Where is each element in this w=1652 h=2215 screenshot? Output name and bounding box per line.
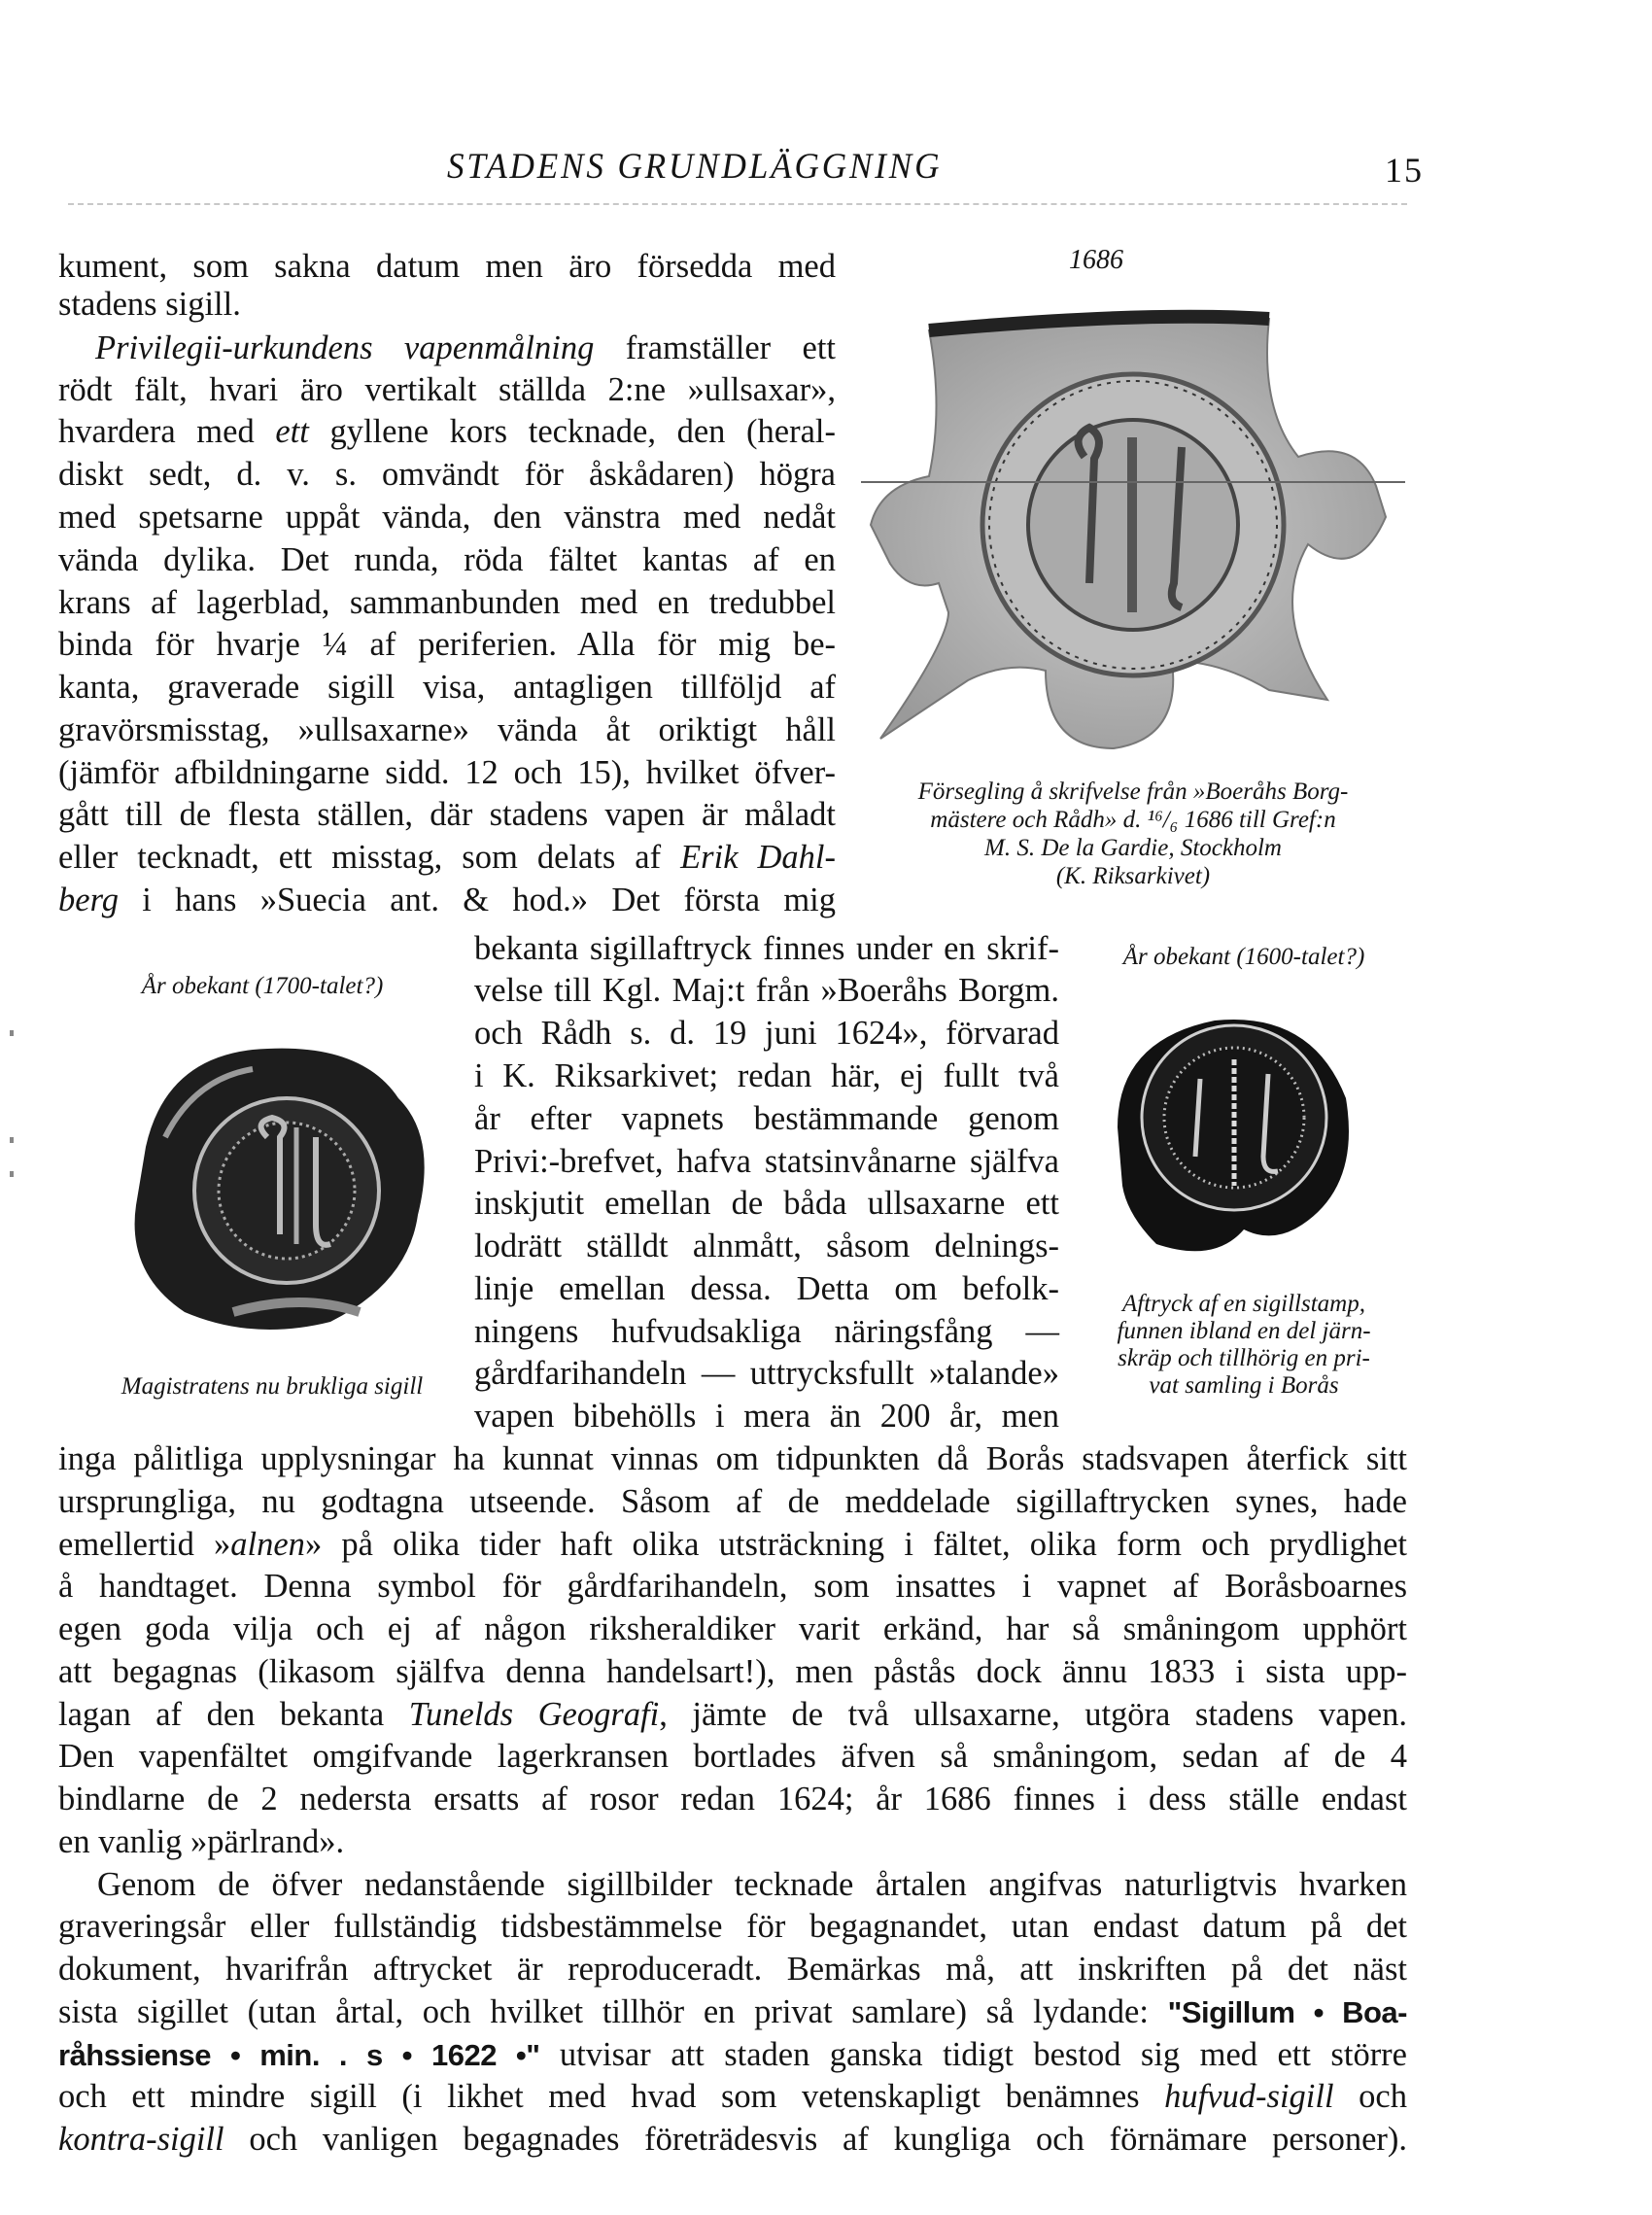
- text-span: sista sigillet (utan årtal, och hvilket tillhör en privat samlare) så lydande:: [58, 1993, 1168, 2030]
- text-span: och: [1333, 2078, 1407, 2115]
- text-line: ningens hufvudsakliga näringsfång —: [474, 1313, 1059, 1350]
- text-line: kument, som sakna datum men äro försedda med: [58, 248, 836, 285]
- text-line: [58, 2122, 1407, 2158]
- dark-wax-seal-icon: [1098, 1001, 1360, 1263]
- text-line: graveringsår eller fullständig tidsbestämmelse för begagnandet, utan endast datum på det: [58, 1908, 1407, 1945]
- wax-seal-on-paper-icon: [851, 292, 1415, 758]
- text-line: binda för hvarje ¼ af periferien. Alla för mig be-: [58, 626, 836, 663]
- text-line: gått till de flesta ställen, där stadens vapen är måladt: [58, 796, 836, 833]
- scan-speck: [10, 1171, 14, 1177]
- figure-1686-caption-line: mästere och Rådh» d. ¹⁶/₆ 1686 till Gref:n: [930, 807, 1336, 833]
- running-header: [0, 146, 1652, 204]
- text-span: eller tecknadt, ett misstag, som delats af: [58, 839, 681, 876]
- running-title: STADENS GRUNDLÄGGNING: [447, 147, 943, 187]
- text-line: att begagnas (likasom själfva denna handelsart!), men påstås dock ännu 1833 i sista upp-: [58, 1653, 1407, 1690]
- text-line: vapen bibehölls i mera än 200 år, men: [474, 1398, 1059, 1435]
- text-span: i hans »Suecia ant. & hod.» Det första mig: [118, 882, 836, 918]
- figure-1686-caption-line: Försegling å skrifvelse från »Boeråhs Borg-: [917, 779, 1349, 805]
- text-span: och ett mindre sigill (i likhet med hvad som vetenskapligt benämnes: [58, 2078, 1165, 2115]
- text-line: Privi:-brefvet, hafva statsinvånarne själfva: [474, 1143, 1059, 1180]
- text-span: och vanligen begagnades företrädesvis af kungliga och förnämare personer).: [224, 2121, 1407, 2158]
- page-number: 15: [1385, 151, 1424, 190]
- text-span: utvisar att staden ganska tidigt bestod sig med ett större: [539, 2036, 1407, 2073]
- text-line: [58, 840, 836, 876]
- text-line: krans af lagerblad, sammanbunden med en tredubbel: [58, 584, 836, 621]
- text-line: [95, 330, 836, 366]
- italic-term: hufvud-sigill: [1164, 2078, 1334, 2115]
- figure-1600-caption-line: Aftryck af en sigillstamp,: [1122, 1291, 1365, 1317]
- text-line: bindlarne de 2 nedersta ersatts af rosor redan 1624; år 1686 finnes i dess ställe endast: [58, 1781, 1407, 1817]
- text-line: inskjutit emellan de båda ullsaxarne ett: [474, 1185, 1059, 1222]
- scan-speck: [10, 1137, 14, 1143]
- text-line: (jämför afbildningarne sidd. 12 och 15), hvilket öfver-: [58, 754, 836, 791]
- figure-1600-year: År obekant (1600-talet?): [1122, 944, 1365, 970]
- text-line: inga pålitliga upplysningar ha kunnat vinnas om tidpunkten då Borås stadsvapen återfick sitt: [58, 1440, 1407, 1477]
- wax-seal-icon: [107, 1030, 437, 1341]
- seal-image-1700: [107, 1030, 437, 1341]
- text-line: rödt fält, hvari äro vertikalt ställda 2:ne »ullsaxar»,: [58, 371, 836, 408]
- text-span: gyllene kors tecknade, den (heral-: [308, 413, 836, 450]
- text-span: emellertid »: [58, 1526, 231, 1563]
- text-line: [58, 883, 836, 918]
- italic-term: Erik Dahl-: [680, 839, 836, 876]
- text-span: , jämte de två ullsaxarne, utgöra stadens vapen.: [659, 1696, 1407, 1733]
- text-line: linje emellan dessa. Detta om befolk-: [474, 1270, 1059, 1307]
- figure-1700-caption: Magistratens nu brukliga sigill: [120, 1373, 424, 1400]
- text-line: i K. Riksarkivet; redan här, ej fullt två: [474, 1057, 1059, 1094]
- text-line: diskt sedt, d. v. s. omvändt för åskådaren) högra: [58, 456, 836, 493]
- text-line: [58, 1527, 1407, 1563]
- figure-1700-year: År obekant (1700-talet?): [141, 973, 384, 999]
- figure-1686-caption-line: (K. Riksarkivet): [1055, 863, 1211, 889]
- text-line: vända dylika. Det runda, röda fältet kantas af en: [58, 541, 836, 578]
- text-line: [58, 1994, 1407, 2030]
- italic-term: Tunelds Geografi: [408, 1696, 660, 1733]
- seal-image-1686: [851, 292, 1415, 758]
- text-line: dokument, hvarifrån aftrycket är reproduceradt. Bemärkas må, att inskriften på det näst: [58, 1951, 1407, 1988]
- figure-1600-caption-line: vat samling i Borås: [1149, 1372, 1339, 1399]
- figure-1600-caption-line: funnen ibland en del järn-: [1117, 1318, 1371, 1344]
- text-line: kanta, graverade sigill visa, antagligen tillföljd af: [58, 669, 836, 706]
- italic-term: ett: [275, 413, 309, 450]
- italic-term: alnen: [230, 1526, 305, 1563]
- figure-1686-caption-line: M. S. De la Gardie, Stockholm: [984, 835, 1282, 861]
- text-line: gravörsmisstag, »ullsaxarne» vända åt oriktigt håll: [58, 711, 836, 748]
- text-line: [58, 2079, 1407, 2115]
- text-line: stadens sigill.: [58, 286, 241, 323]
- text-span: » på olika tider haft olika utsträckning i fältet, olika form och prydlighet: [304, 1526, 1407, 1563]
- text-line: egen goda vilja och ej af någon riksheraldiker varit erkänd, har så småningom upphört: [58, 1610, 1407, 1647]
- italic-term: Privilegii-urkundens vapenmålning: [95, 329, 595, 366]
- text-line: å handtaget. Denna symbol för gårdfarihandeln, som insattes i vapnet af Boråsboarnes: [58, 1568, 1407, 1605]
- text-span: hvardera med: [58, 413, 276, 450]
- text-line: velse till Kgl. Maj:t från »Boeråhs Borgm.: [474, 972, 1059, 1009]
- text-line: gårdfarihandeln — uttrycksfullt »talande»: [474, 1355, 1059, 1392]
- seal-inscription: råhssiense • min. . s • 1622 •": [58, 2038, 540, 2072]
- text-line: bekanta sigillaftryck finnes under en skrif-: [474, 930, 1059, 967]
- text-span: framställer ett: [594, 329, 837, 366]
- text-line: Den vapenfältet omgifvande lagerkransen bortlades äfven så småningom, sedan af de 4: [58, 1738, 1407, 1775]
- text-line: med spetsarne uppåt vända, den vänstra med nedåt: [58, 499, 836, 536]
- text-line: [58, 414, 836, 450]
- text-line: [58, 2037, 1407, 2073]
- italic-term: kontra-sigill: [58, 2121, 224, 2158]
- text-line: [58, 1697, 1407, 1733]
- text-line: lodrätt ställdt alnmått, såsom delnings-: [474, 1228, 1059, 1264]
- seal-inscription: "Sigillum • Boa-: [1167, 1995, 1407, 2029]
- text-line: ursprungliga, nu godtagna utseende. Såsom af de meddelade sigillaftrycken synes, hade: [58, 1483, 1407, 1520]
- text-line: Genom de öfver nedanstående sigillbilder tecknade årtalen angifvas naturligtvis hvarken: [97, 1866, 1407, 1903]
- text-line: och Rådh s. d. 19 juni 1624», förvarad: [474, 1015, 1059, 1052]
- header-rule: [68, 203, 1407, 205]
- figure-1600-caption-line: skräp och tillhörig en pri-: [1118, 1345, 1370, 1371]
- text-line: år efter vapnets bestämmande genom: [474, 1100, 1059, 1137]
- text-span: lagan af den bekanta: [58, 1696, 409, 1733]
- scan-speck: [10, 1030, 14, 1036]
- seal-image-1600: [1098, 1001, 1360, 1263]
- figure-1686-year: 1686: [1069, 245, 1123, 275]
- italic-term: berg: [58, 882, 119, 918]
- text-line: en vanlig »pärlrand».: [58, 1823, 345, 1860]
